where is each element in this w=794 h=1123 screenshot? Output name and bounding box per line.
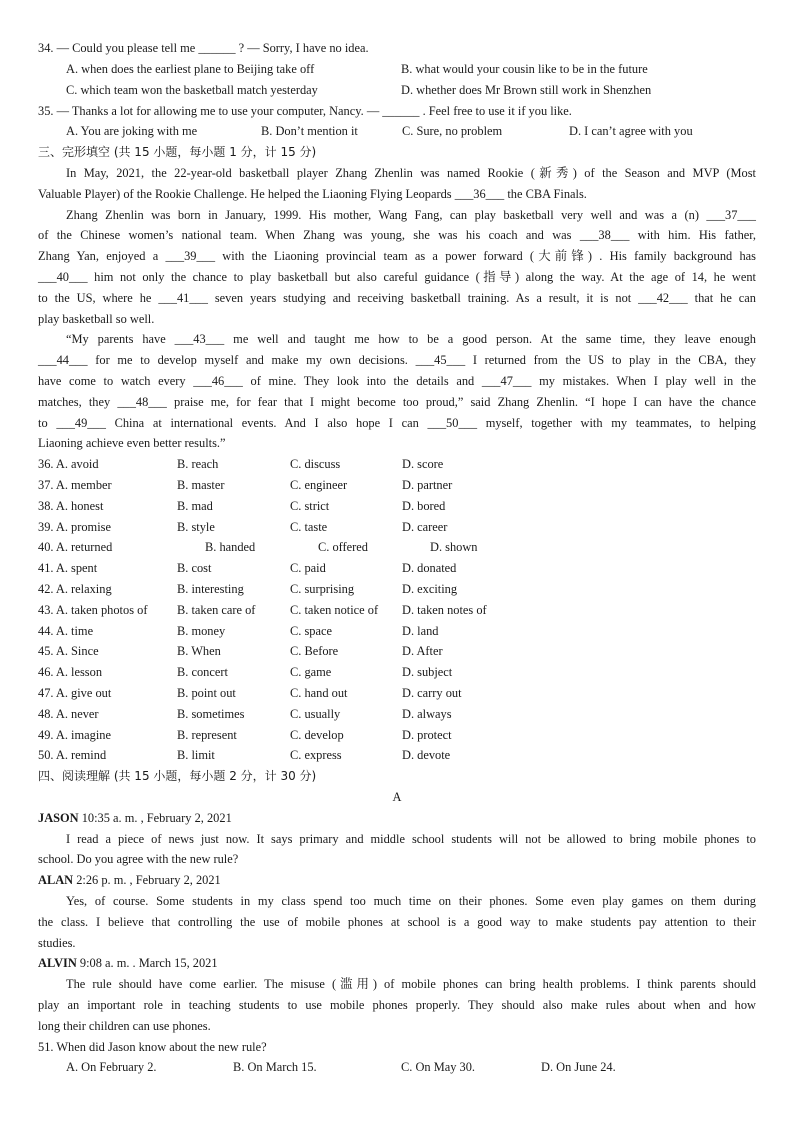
q51-option-c: C. On May 30. [401,1060,475,1074]
cloze-line: play basketball so well. [38,312,155,326]
option-row-49-a: 49. A. imagine [38,728,111,742]
section-3-heading: 三、完形填空 (共 15 小题，每小题 1 分，计 15 分) [38,145,317,159]
q51-option-d: D. On June 24. [541,1060,616,1074]
q35-option-b: B. Don’t mention it [261,124,358,138]
question-51-stem: 51. When did Jason know about the new rule? [38,1040,267,1054]
q51-option-b: B. On March 15. [233,1060,317,1074]
post-line: I read a piece of news just now. It says primary and middle school students will not be allowed to bring mobile phones to [66,832,756,846]
q35-option-d: D. I can’t agree with you [569,124,693,138]
option-row-49-b: B. represent [177,728,237,742]
cloze-line: “My parents have ___43___ me well and taught me how to be a good person. At the same time, they leave enough [66,332,756,346]
option-row-47-a: 47. A. give out [38,686,112,700]
option-row-50-b: B. limit [177,748,215,762]
option-row-44-b: B. money [177,624,226,638]
option-row-46-a: 46. A. lesson [38,665,103,679]
section-4-heading: 四、阅读理解 (共 15 小题，每小题 2 分，计 30 分) [38,769,317,783]
author-name: ALAN [38,873,74,887]
option-row-36-d: D. score [402,457,444,471]
option-row-41-b: B. cost [177,561,212,575]
option-row-48-a: 48. A. never [38,707,99,721]
option-row-49-c: C. develop [290,728,344,742]
option-row-42-c: C. surprising [290,582,355,596]
option-row-37-d: D. partner [402,478,453,492]
q34-option-d: D. whether does Mr Brown still work in Shenzhen [401,83,652,97]
option-row-42-d: D. exciting [402,582,458,596]
post-line: studies. [38,936,76,950]
option-row-38-d: D. bored [402,499,446,513]
option-row-41-a: 41. A. spent [38,561,98,575]
option-row-39-c: C. taste [290,520,328,534]
option-row-44-d: D. land [402,624,439,638]
option-row-40-a: 40. A. returned [38,540,113,554]
option-row-46-c: C. game [290,665,332,679]
option-row-39-a: 39. A. promise [38,520,111,534]
q35-option-c: C. Sure, no problem [402,124,503,138]
cloze-line: In May, 2021, the 22-year-old basketball player Zhang Zhenlin was named Rookie (新秀) of the Season and MVP (Most [66,166,756,180]
post-time: 2:26 p. m. , February 2, 2021 [73,873,221,887]
option-row-45-c: C. Before [290,644,339,658]
option-row-38-b: B. mad [177,499,213,513]
option-row-47-d: D. carry out [402,686,462,700]
post-header-alan [38,872,756,888]
author-name: JASON [38,811,79,825]
cloze-line: ___40___ him not only the chance to play basketball but also careful guidance (指导) along the way. At the age of 14, he went [38,270,756,284]
option-row-44-c: C. space [290,624,332,638]
option-row-37-b: B. master [177,478,225,492]
cloze-line: have come to watch every ___46___ of mine. They look into the details and ___47___ my mistakes. When I play well in the [38,374,756,388]
option-row-40-c: C. offered [318,540,369,554]
option-row-45-a: 45. A. Since [38,644,99,658]
option-row-38-c: C. strict [290,499,330,513]
option-row-40-d: D. shown [430,540,478,554]
option-row-37-a: 37. A. member [38,478,112,492]
option-row-41-d: D. donated [402,561,457,575]
passage-a-label: A [392,790,402,804]
cloze-line: Valuable Player) of the Rookie Challenge. He helped the Liaoning Flying Leopards ___36___ the CBA Finals. [38,187,587,201]
option-row-36-b: B. reach [177,457,219,471]
cloze-line: Liaoning achieve even better results.” [38,436,226,450]
option-row-47-b: B. point out [177,686,236,700]
option-row-45-b: B. When [177,644,221,658]
post-line: long their children can use phones. [38,1019,211,1033]
option-row-47-c: C. hand out [290,686,348,700]
post-header-alvin [38,955,756,971]
post-time: 10:35 a. m. , February 2, 2021 [78,811,232,825]
option-row-42-a: 42. A. relaxing [38,582,112,596]
question-34-stem: 34. — Could you please tell me ______ ? — Sorry, I have no idea. [38,41,369,55]
option-row-50-d: D. devote [402,748,451,762]
cloze-line: Zhang Zhenlin was born in January, 1999. His mother, Wang Fang, can play basketball very well and was a (n) ___37___ [66,208,756,222]
option-row-39-b: B. style [177,520,215,534]
option-row-44-a: 44. A. time [38,624,94,638]
q35-option-a: A. You are joking with me [66,124,198,138]
cloze-line: ___44___ for me to develop myself and make my own decisions. ___45___ I returned from the US to play in the CBA, they [38,353,756,367]
option-row-46-b: B. concert [177,665,228,679]
option-row-50-a: 50. A. remind [38,748,107,762]
option-row-50-c: C. express [290,748,342,762]
option-row-45-d: D. After [402,644,443,658]
option-row-43-d: D. taken notes of [402,603,487,617]
q34-option-a: A. when does the earliest plane to Beijing take off [66,62,315,76]
option-row-40-b: B. handed [205,540,256,554]
option-row-37-c: C. engineer [290,478,348,492]
cloze-line: Zhang Yan, enjoyed a ___39___ with the Liaoning provincial team as a power forward (大前锋) . His family background has [38,249,756,263]
option-row-43-b: B. taken care of [177,603,256,617]
cloze-line: to ___49___ China at international events. And I also hope I can ___50___ myself, together with my teammates, to helping [38,416,756,430]
post-line: the class. I believe that controlling the use of mobile phones at school is a good way to make students pay attention to their [38,915,756,929]
author-name: ALVIN [38,956,77,970]
post-time: 9:08 a. m. . March 15, 2021 [76,956,218,970]
q34-option-c: C. which team won the basketball match yesterday [66,83,318,97]
question-35-stem: 35. — Thanks a lot for allowing me to use your computer, Nancy. — ______ . Feel free to use it if you like. [38,104,572,118]
option-row-38-a: 38. A. honest [38,499,104,513]
cloze-line: to the US, where he ___41___ seven years studying and receiving basketball training. As a result, it is not ___42___ that he can [38,291,756,305]
option-row-43-c: C. taken notice of [290,603,379,617]
option-row-36-c: C. discuss [290,457,341,471]
post-line: The rule should have come earlier. The misuse (滥用) of mobile phones can bring health problems. I think parents should [66,977,756,991]
post-line: school. Do you agree with the new rule? [38,852,239,866]
post-line: play an important role in teaching students to use mobile phones properly. They should also make rules about when and how [38,998,756,1012]
cloze-line: of the Chinese women’s national team. When Zhang was young, she was his coach and was ___38___ with him. His father, [38,228,756,242]
option-row-36-a: 36. A. avoid [38,457,99,471]
option-row-43-a: 43. A. taken photos of [38,603,148,617]
q34-option-b: B. what would your cousin like to be in the future [401,62,648,76]
option-row-39-d: D. career [402,520,448,534]
post-header-jason [38,810,756,826]
option-row-46-d: D. subject [402,665,453,679]
option-row-48-d: D. always [402,707,452,721]
cloze-line: matches, they ___48___ praise me, for fear that I might become too proud,” said Zhang Zhenlin. “I hope I can have the chance [38,395,756,409]
option-row-42-b: B. interesting [177,582,244,596]
option-row-49-d: D. protect [402,728,452,742]
q51-option-a: A. On February 2. [66,1060,157,1074]
option-row-48-b: B. sometimes [177,707,245,721]
option-row-48-c: C. usually [290,707,341,721]
post-line: Yes, of course. Some students in my class spend too much time on their phones. Some even play games on them during [66,894,756,908]
option-row-41-c: C. paid [290,561,326,575]
